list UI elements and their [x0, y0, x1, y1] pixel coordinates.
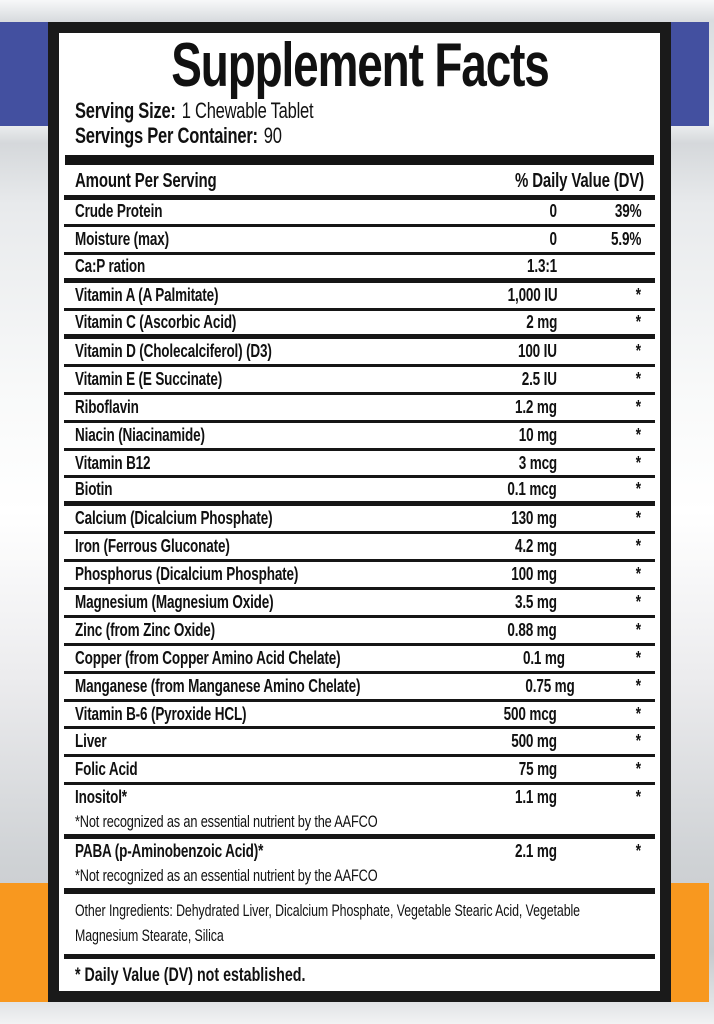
- row-label: Moisture (max): [75, 229, 169, 250]
- table-row: [64, 506, 655, 534]
- row-label: Inositol*: [75, 786, 127, 807]
- servings-per-container-value: 90: [263, 122, 282, 148]
- serving-size-line: [75, 98, 644, 123]
- row-dv: *: [635, 786, 641, 807]
- row-label: Niacin (Niacinamide): [75, 424, 205, 445]
- row-dv: *: [635, 452, 641, 473]
- row-label: Biotin: [75, 479, 113, 500]
- row-label: Zinc (from Zinc Oxide): [75, 619, 215, 640]
- row-dv: *: [635, 508, 641, 529]
- dv-header: % Daily Value (DV): [514, 169, 644, 192]
- row-amount: 0.1 mcg: [507, 479, 557, 500]
- row-amount: 100 mg: [511, 564, 557, 585]
- table-row: [64, 311, 655, 339]
- supplement-facts-title: [59, 33, 660, 98]
- row-dv: *: [635, 675, 641, 696]
- table-row: [64, 395, 655, 423]
- row-amount: 1.1 mg: [515, 786, 557, 807]
- table-row: [64, 339, 655, 367]
- amount-header: Amount Per Serving: [75, 169, 217, 192]
- supplement-facts-panel: [48, 22, 671, 1002]
- servings-per-container-label: Servings Per Container:: [75, 122, 258, 148]
- row-dv: *: [635, 340, 641, 361]
- title-text: Supplement Facts: [170, 31, 549, 100]
- row-label: Ca:P ration: [75, 256, 146, 277]
- table-row: [64, 451, 655, 479]
- row-label: Liver: [75, 731, 107, 752]
- row-label: Manganese (from Manganese Amino Chelate): [75, 675, 361, 696]
- row-dv: *: [635, 619, 641, 640]
- row-dv: *: [635, 536, 641, 557]
- serving-size-value: 1 Chewable Tablet: [181, 97, 314, 123]
- row-amount: 3 mcg: [518, 452, 557, 473]
- row-label: Folic Acid: [75, 759, 138, 780]
- row-amount: 0: [549, 229, 557, 250]
- row-dv: *: [635, 396, 641, 417]
- row-amount: 3.5 mg: [515, 591, 557, 612]
- row-dv: *: [635, 703, 641, 724]
- row-amount: 100 IU: [518, 340, 557, 361]
- row-dv: *: [635, 591, 641, 612]
- serving-size-label: Serving Size:: [75, 97, 176, 123]
- row-dv: *: [635, 424, 641, 445]
- servings-per-container-line: [75, 123, 644, 148]
- row-amount: 75 mg: [518, 759, 557, 780]
- row-dv: *: [635, 564, 641, 585]
- aafco-note: *Not recognized as an essential nutrient by the AAFCO: [75, 866, 378, 886]
- row-amount: 0.75 mg: [525, 675, 575, 696]
- row-label: Vitamin C (Ascorbic Acid): [75, 312, 237, 333]
- row-label: Copper (from Copper Amino Acid Chelate): [75, 647, 341, 668]
- table-row: [64, 702, 655, 730]
- table-row: [64, 200, 655, 228]
- table-row: [64, 227, 655, 255]
- row-dv: *: [635, 368, 641, 389]
- row-dv: *: [635, 647, 641, 668]
- row-dv: *: [635, 479, 641, 500]
- row-dv: *: [635, 759, 641, 780]
- table-row: [64, 423, 655, 451]
- row-label: PABA (p-Aminobenzoic Acid)*: [75, 840, 264, 861]
- row-label: Vitamin E (E Succinate): [75, 368, 223, 389]
- row-dv: *: [635, 840, 641, 861]
- row-label: Iron (Ferrous Gluconate): [75, 536, 230, 557]
- row-amount: 4.2 mg: [515, 536, 557, 557]
- table-row: [64, 255, 655, 283]
- row-amount: 0.88 mg: [507, 619, 557, 640]
- row-amount: 1,000 IU: [507, 285, 557, 306]
- row-dv: 5.9%: [610, 229, 641, 250]
- table-row: [64, 729, 655, 757]
- row-amount: 0: [549, 201, 557, 222]
- row-label: Magnesium (Magnesium Oxide): [75, 591, 274, 612]
- table-row: [64, 590, 655, 618]
- row-dv: *: [635, 312, 641, 333]
- table-row: [64, 757, 655, 785]
- row-label: Vitamin D (Cholecalciferol) (D3): [75, 340, 272, 361]
- row-label: Vitamin A (A Palmitate): [75, 285, 219, 306]
- table-row-with-note: [64, 839, 655, 894]
- table-row: [64, 534, 655, 562]
- aafco-note: *Not recognized as an essential nutrient by the AAFCO: [75, 812, 378, 832]
- row-label: Calcium (Dicalcium Phosphate): [75, 508, 273, 529]
- table-row: [64, 562, 655, 590]
- row-dv: *: [635, 285, 641, 306]
- row-amount: 1.2 mg: [515, 396, 557, 417]
- table-row: [64, 478, 655, 506]
- row-amount: 500 mg: [511, 731, 557, 752]
- row-amount: 0.1 mg: [522, 647, 565, 668]
- table-row: [64, 367, 655, 395]
- other-ingredients: Other Ingredients: Dehydrated Liver, Dicalcium Phosphate, Vegetable Stearic Acid, Vegetable Magnesium Stearate, Silica: [64, 894, 655, 959]
- table-row: [64, 618, 655, 646]
- row-amount: 500 mcg: [504, 703, 557, 724]
- row-amount: 2 mg: [526, 312, 557, 333]
- table-row-with-note: [64, 785, 655, 839]
- serving-info: [59, 98, 660, 152]
- divider-bar: [65, 155, 654, 165]
- row-amount: 1.3:1: [526, 256, 557, 277]
- row-label: Crude Protein: [75, 201, 163, 222]
- row-dv: 39%: [614, 201, 641, 222]
- table-row: [64, 283, 655, 311]
- row-amount: 130 mg: [511, 508, 557, 529]
- row-dv: *: [635, 731, 641, 752]
- table-row: [64, 674, 655, 702]
- row-label: Vitamin B12: [75, 452, 151, 473]
- row-label: Phosphorus (Dicalcium Phosphate): [75, 564, 299, 585]
- row-label: Riboflavin: [75, 396, 139, 417]
- row-amount: 2.5 IU: [521, 368, 557, 389]
- row-label: Vitamin B-6 (Pyroxide HCL): [75, 703, 247, 724]
- table-header: [64, 168, 655, 200]
- row-amount: 10 mg: [518, 424, 557, 445]
- table-row: [64, 646, 655, 674]
- dv-not-established-note: * Daily Value (DV) not established.: [75, 965, 306, 987]
- row-amount: 2.1 mg: [515, 840, 557, 861]
